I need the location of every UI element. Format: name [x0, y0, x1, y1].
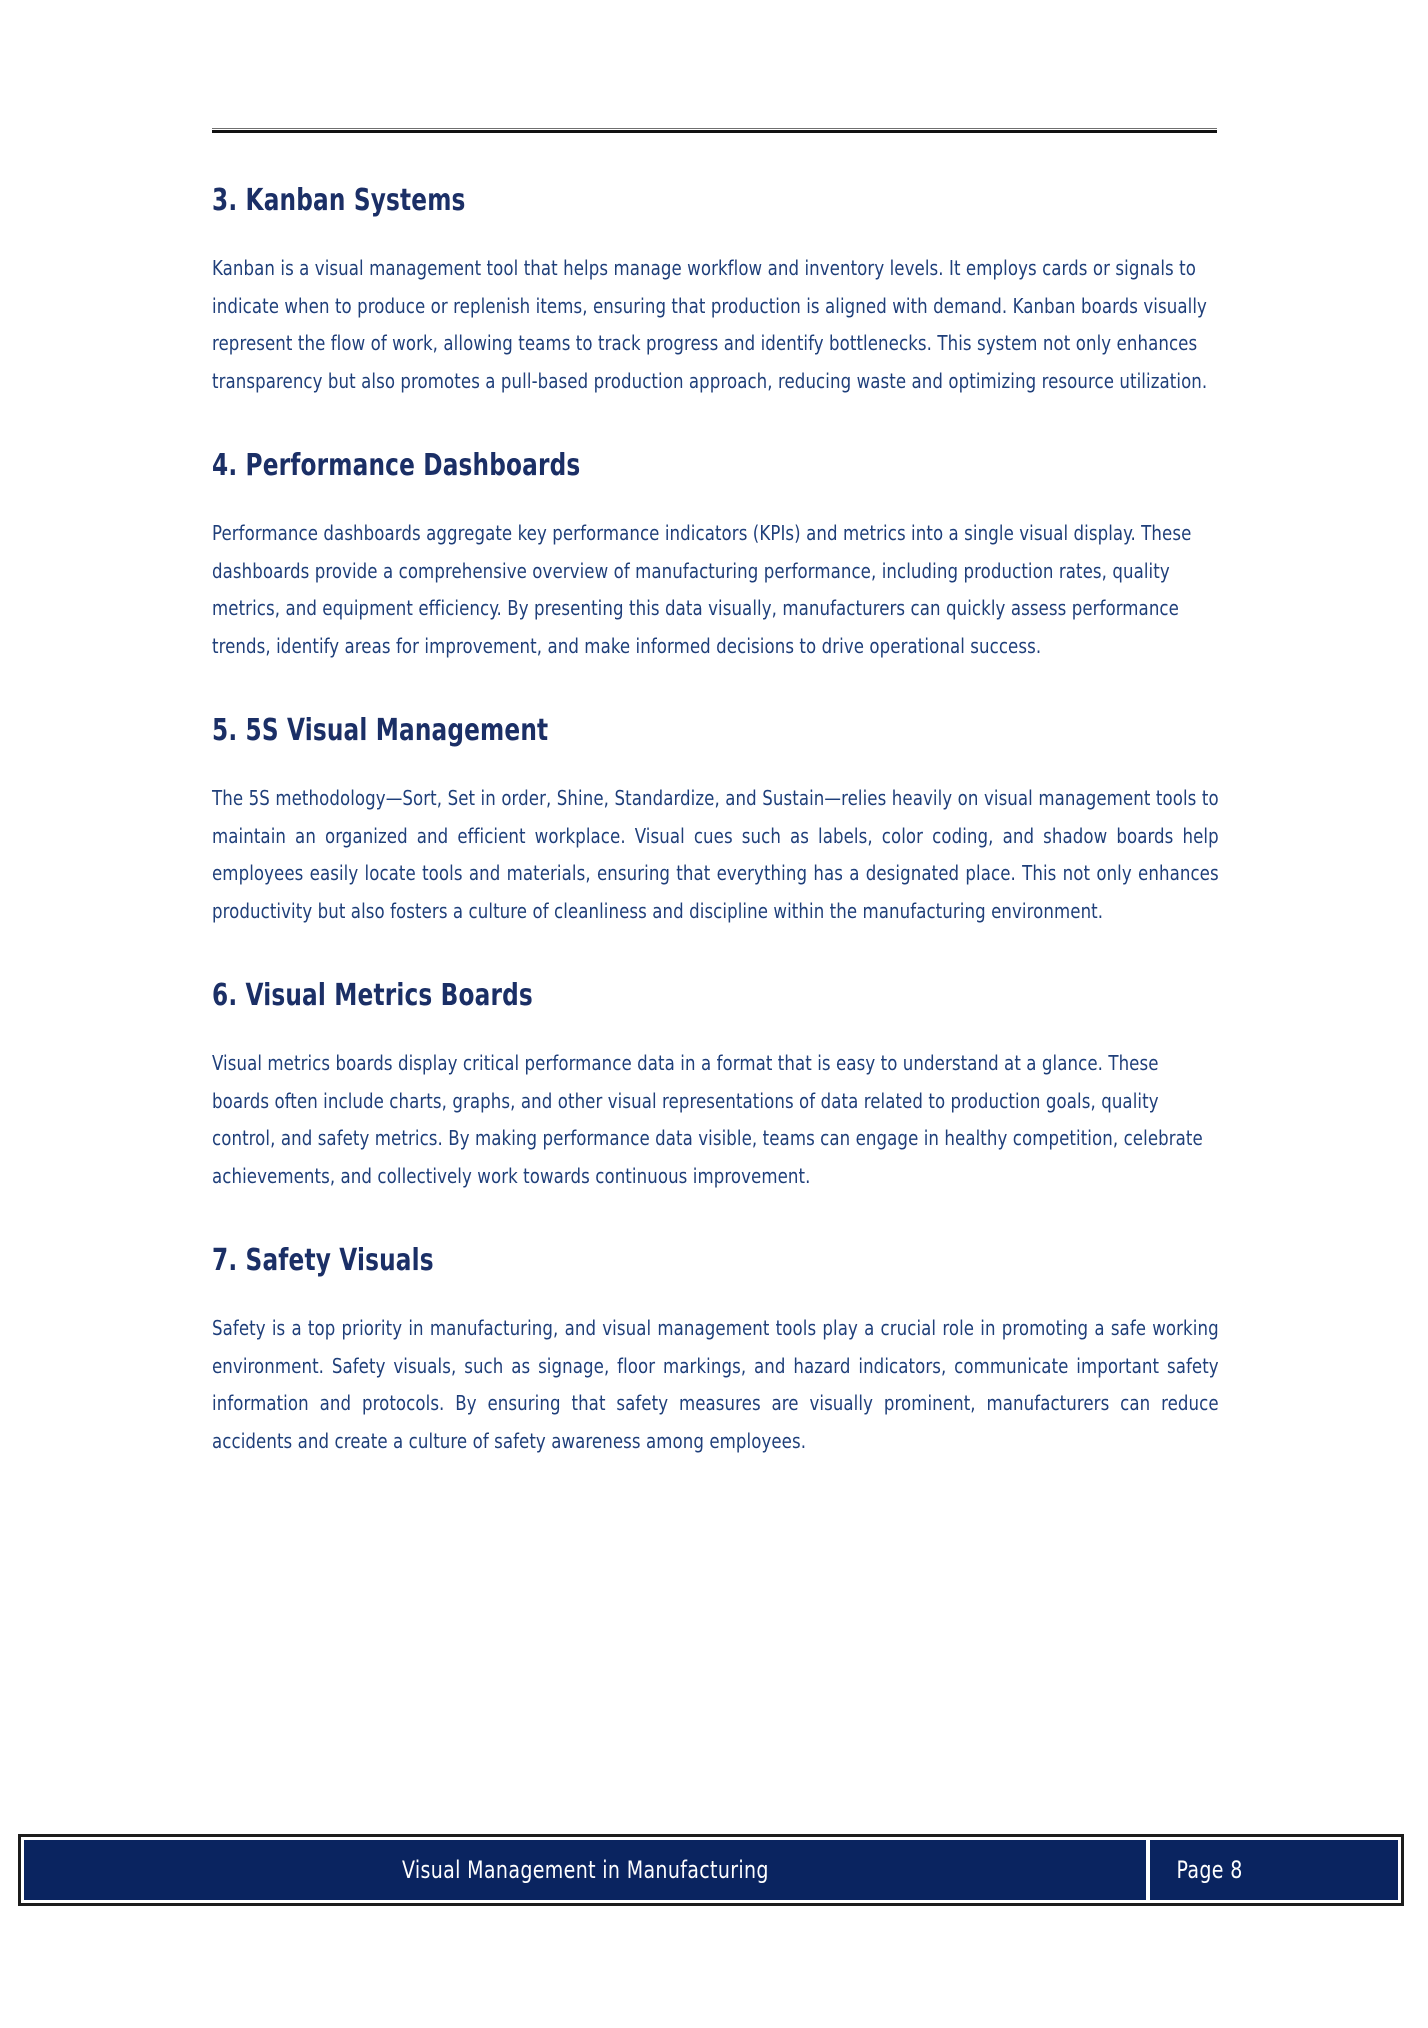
section-paragraph-kanban-systems: Kanban is a visual management tool that helps manage workflow and inventory levels. It employs cards or signals to indicate when to produce or replenish items, ensuring that production is aligned with demand. Kanban boards visually represent the flow of work, allowing teams to track progress and identify bottlenecks. This system not only enhances transparency but also promotes a pull-based production approach, reducing waste and optimizing resource utilization. — [212, 256, 1208, 393]
spacer — [212, 1195, 1217, 1242]
spacer — [212, 220, 1217, 250]
header-rule-thin-line — [212, 128, 1217, 129]
header-rule-thick-line — [212, 130, 1217, 133]
footer-document-title: Visual Management in Manufacturing — [401, 1856, 769, 1884]
section-paragraph-safety-visuals: Safety is a top priority in manufacturing, and visual management tools play a crucial role in promoting a safe working environment. Safety visuals, such as signage, floor markings, and hazard indicators, communicate important safety information and protocols. By ensuring that safety measures are visually prominent, manufacturers can reduce accidents and create a culture of safety awareness among employees. — [212, 1316, 1219, 1453]
section-paragraph-performance-dashboards: Performance dashboards aggregate key performance indicators (KPIs) and metrics into a single visual display. These dashboards provide a comprehensive overview of manufacturing performance, including production rates, quality metrics, and equipment efficiency. By presenting this data visually, manufacturers can quickly assess performance trends, identify areas for improvement, and make informed decisions to drive operational success. — [212, 521, 1192, 658]
footer-bar — [24, 1840, 1398, 1900]
header-divider-rule — [212, 128, 1217, 134]
spacer — [212, 400, 1217, 447]
section-heading-kanban-systems: 3. Kanban Systems — [212, 183, 466, 218]
spacer — [212, 1280, 1217, 1310]
section-heading-safety-visuals: 7. Safety Visuals — [212, 1243, 434, 1278]
section-heading-5s-visual-management: 5. 5S Visual Management — [212, 713, 549, 748]
spacer — [212, 485, 1217, 515]
spacer — [212, 930, 1217, 977]
document-content — [212, 182, 1217, 1460]
section-heading-performance-dashboards: 4. Performance Dashboards — [212, 448, 581, 483]
section-paragraph-5s-visual-management: The 5S methodology—Sort, Set in order, Shine, Standardize, and Sustain—relies heavily on visual management tools to maintain an organized and efficient workplace. Visual cues such as labels, color coding, and shadow boards help employees easily locate tools and materials, ensuring that everything has a designated place. This not only enhances productivity but also fosters a culture of cleanliness and discipline within the manufacturing environment. — [212, 786, 1219, 923]
spacer — [212, 665, 1217, 712]
page-footer — [18, 1834, 1404, 1906]
footer-page-number: Page 8 — [1176, 1856, 1243, 1884]
footer-page-cell — [1150, 1840, 1398, 1900]
footer-title-cell — [24, 1840, 1146, 1900]
spacer — [212, 750, 1217, 780]
section-paragraph-visual-metrics-boards: Visual metrics boards display critical performance data in a format that is easy to understand at a glance. These boards often include charts, graphs, and other visual representations of data related to production goals, quality control, and safety metrics. By making performance data visible, teams can engage in healthy competition, celebrate achievements, and collectively work towards continuous improvement. — [212, 1051, 1203, 1188]
spacer — [212, 1015, 1217, 1045]
section-heading-visual-metrics-boards: 6. Visual Metrics Boards — [212, 978, 533, 1013]
